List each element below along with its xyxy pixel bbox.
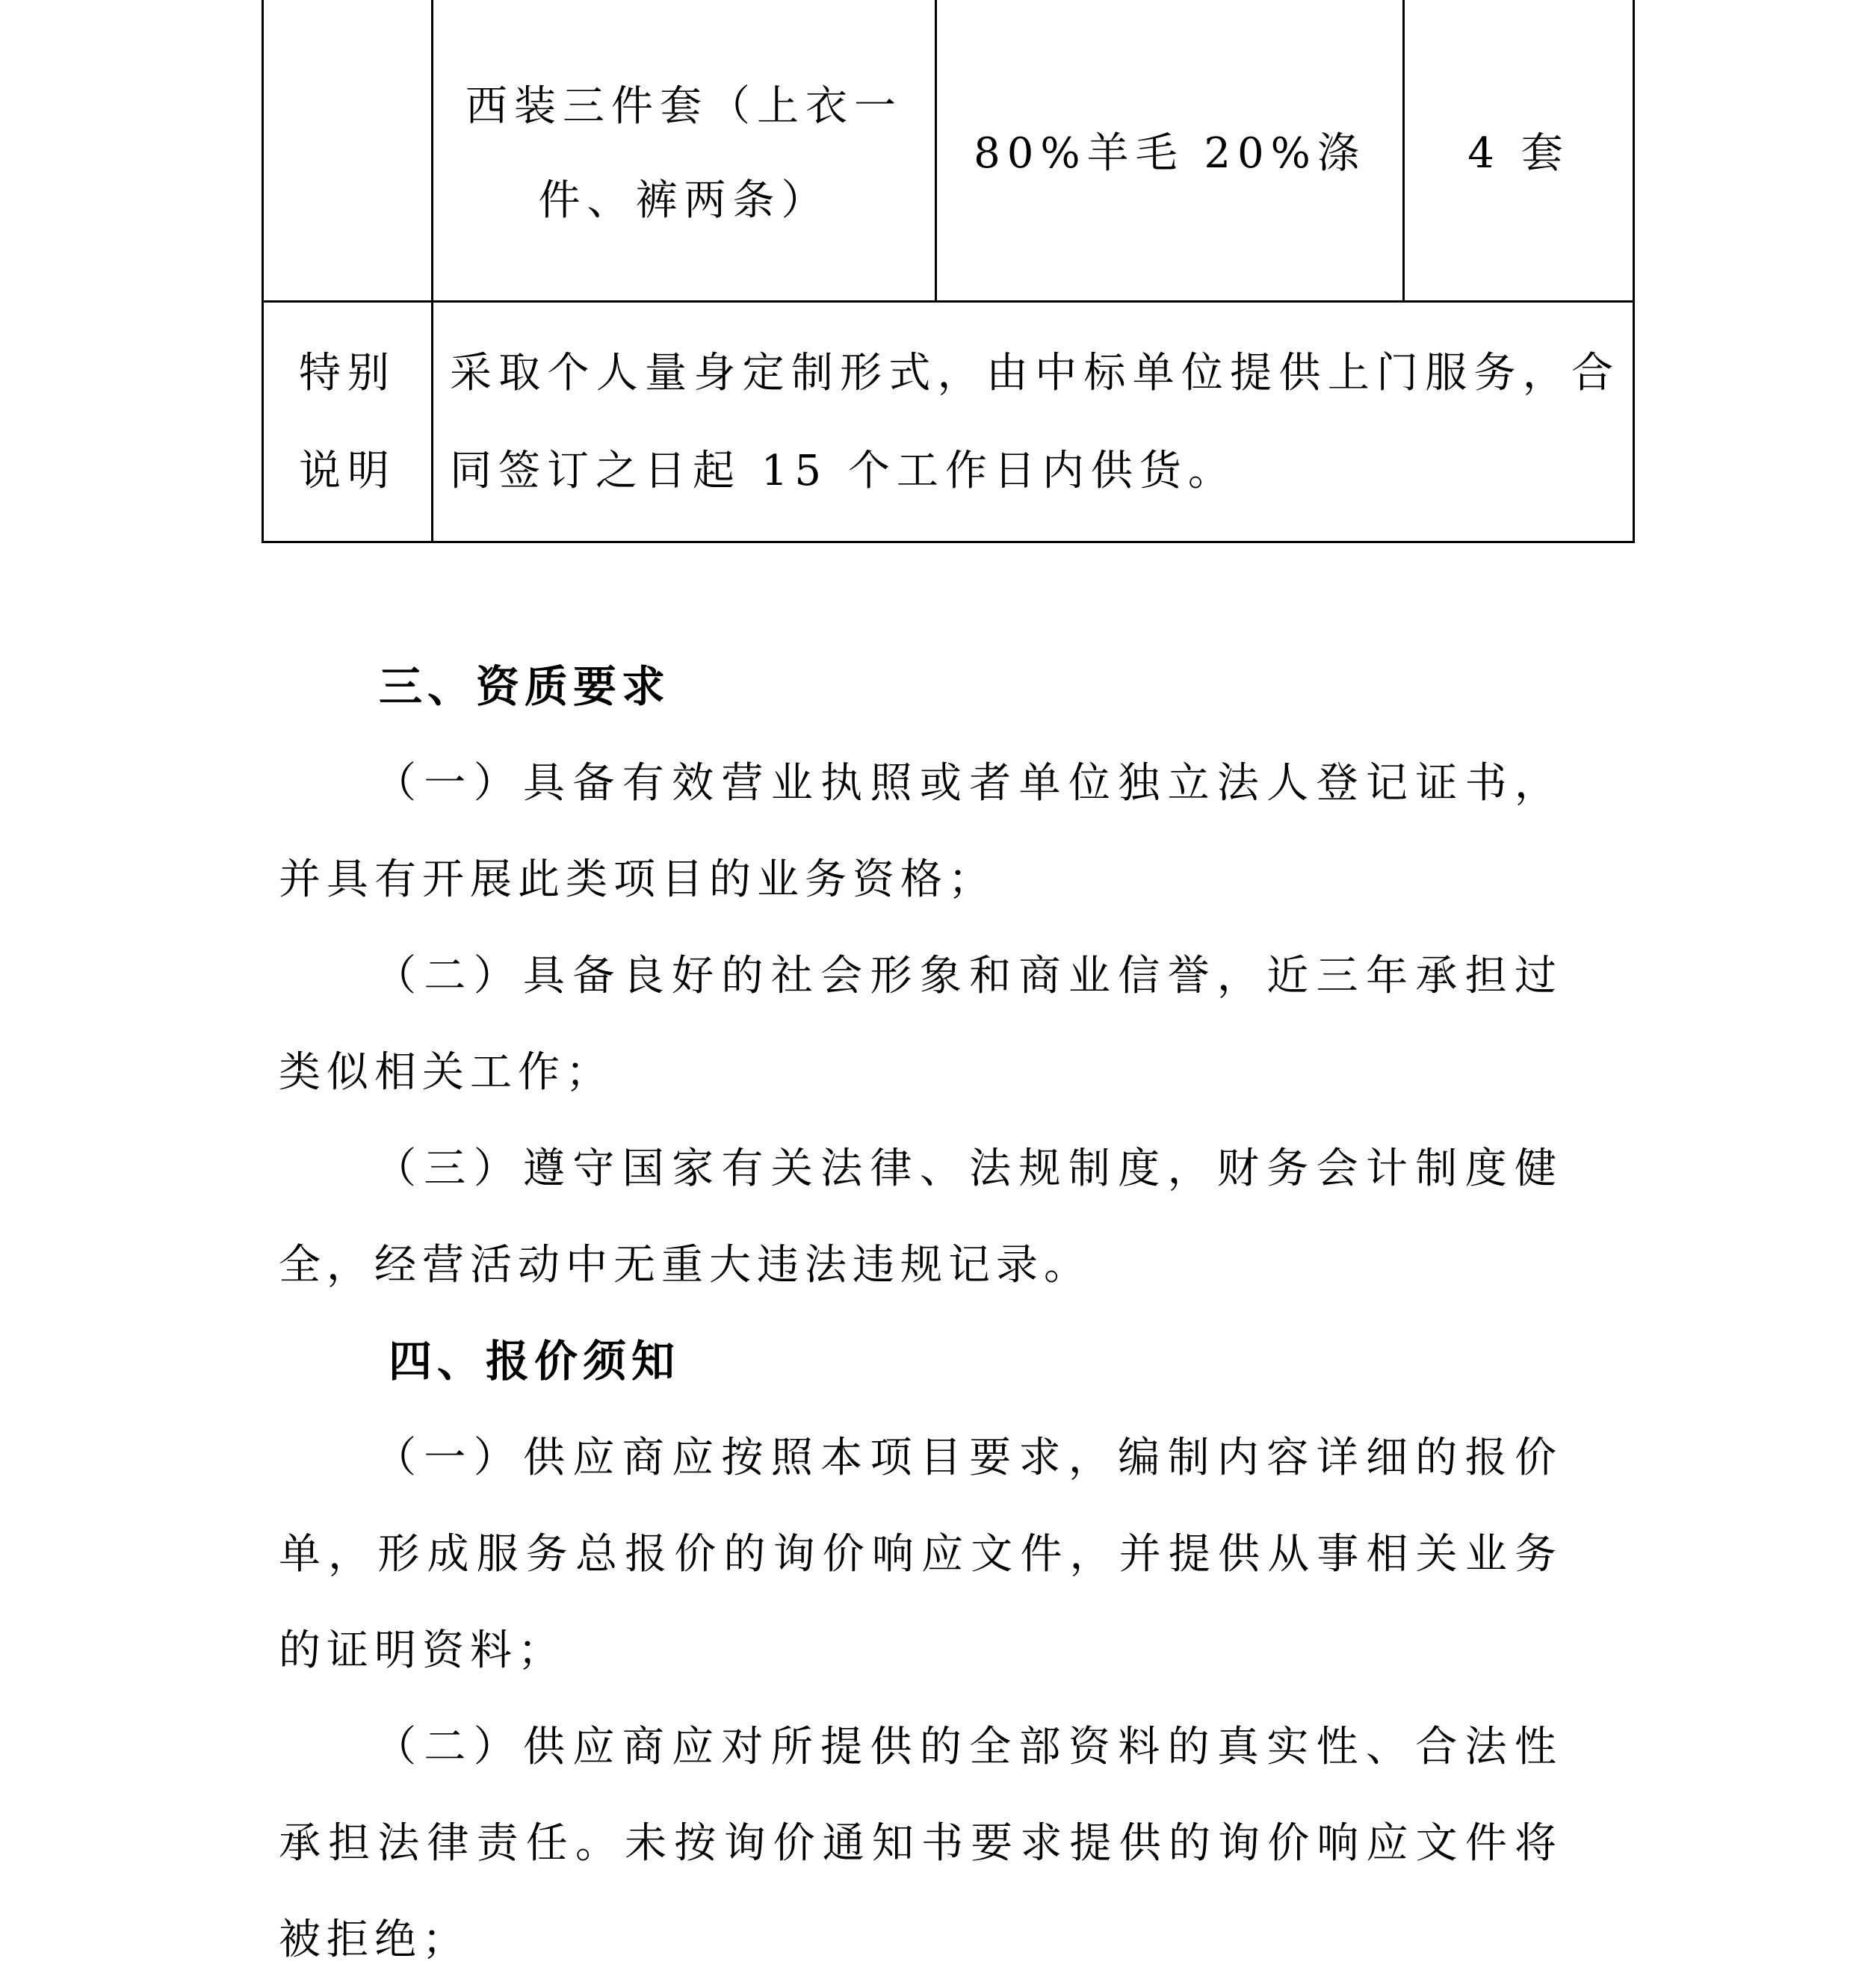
- special-note-line-2: 同签订之日起 15 个工作日内供货。: [450, 446, 1237, 495]
- paragraph: [279, 1410, 1559, 1699]
- section-heading: 三、资质要求: [379, 661, 671, 712]
- document-body: [279, 639, 1559, 1978]
- paragraph-line: （一）供应商应按照本项目要求，编制内容详细的报价: [374, 1434, 1559, 1482]
- paragraph-line: （二）供应商应对所提供的全部资料的真实性、合法性: [374, 1723, 1559, 1771]
- paragraph-line: （三）遵守国家有关法律、法规制度，财务会计制度健: [374, 1145, 1559, 1193]
- paragraph-line: （一）具备有效营业执照或者单位独立法人登记证书，: [374, 759, 1559, 808]
- paragraph-line: 并具有开展此类项目的业务资格；: [279, 855, 996, 904]
- special-note-label-line-1: 特别: [299, 348, 396, 397]
- quantity-text: 4 套: [1467, 129, 1570, 178]
- special-note-content-cell: [433, 303, 1633, 541]
- special-note-label-cell: [264, 303, 431, 541]
- paragraph-line: （二）具备良好的社会形象和商业信誉，近三年承担过: [374, 952, 1559, 1000]
- material-text: 80%羊毛 20%涤: [974, 129, 1366, 178]
- paragraph: [279, 928, 1559, 1121]
- paragraph-line: 的证明资料；: [279, 1626, 566, 1675]
- item-name-line-2: 件、裤两条）: [538, 176, 830, 225]
- section-quotation-notice: [279, 1313, 1559, 1978]
- special-note-label-line-2: 说明: [299, 446, 396, 495]
- paragraph: [279, 735, 1559, 928]
- paragraph-line: 承担法律责任。未按询价通知书要求提供的询价响应文件将: [279, 1819, 1559, 1868]
- table-cell-empty: [264, 0, 431, 300]
- paragraph: [279, 1699, 1559, 1978]
- table-border-right: [1633, 0, 1635, 543]
- section-qualifications: [279, 639, 1559, 1313]
- paragraph-line: 全，经营活动中无重大违法违规记录。: [279, 1241, 1092, 1289]
- table-border-bottom: [262, 541, 1635, 543]
- special-note-line-1: 采取个人量身定制形式，由中标单位提供上门服务，合: [450, 348, 1616, 397]
- material-cell: [937, 0, 1402, 300]
- paragraph-line: 单，形成服务总报价的询价响应文件，并提供从事相关业务: [279, 1530, 1559, 1579]
- paragraph-line: 被拒绝；: [279, 1916, 470, 1964]
- quantity-cell: [1405, 0, 1633, 300]
- item-name-cell: [433, 0, 935, 300]
- item-name-line-1: 西装三件套（上衣一: [465, 82, 903, 131]
- paragraph: [279, 1121, 1559, 1313]
- section-heading: 四、报价须知: [389, 1336, 681, 1387]
- paragraph-line: 类似相关工作；: [279, 1048, 613, 1097]
